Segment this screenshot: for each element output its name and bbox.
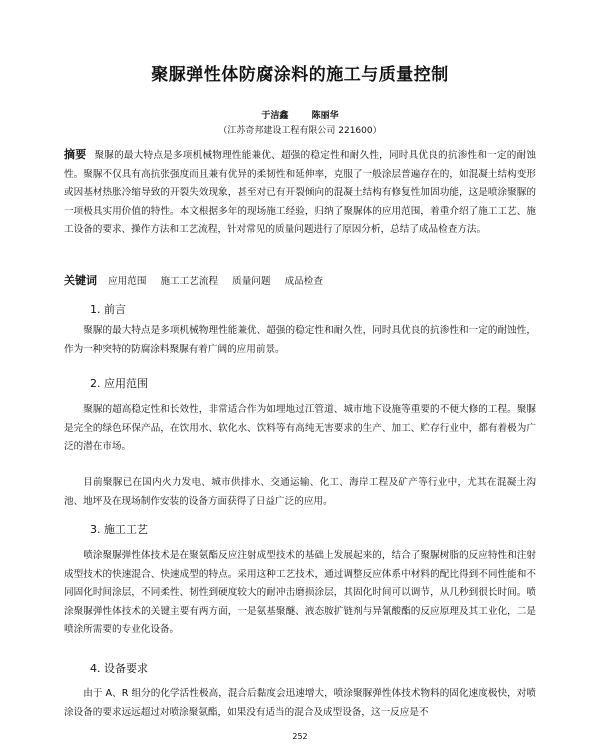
paper-title: 聚脲弹性体防腐涂料的施工与质量控制: [151, 65, 449, 85]
author-name: 于洁鑫: [261, 111, 289, 121]
abstract-label: 摘要: [64, 148, 87, 161]
keyword: 质量问题: [232, 276, 271, 287]
keyword: 应用范围: [108, 276, 147, 287]
author-name: 陈丽华: [311, 111, 339, 121]
section-heading: 3. 施工工艺: [90, 523, 148, 536]
page-number: 252: [292, 732, 308, 741]
keywords: [64, 272, 536, 291]
abstract: [64, 146, 536, 240]
abstract-text: 聚脲的最大特点是多项机械物理性能兼优、超强的稳定性和耐久性，同时具优良的抗渗性和一定的耐蚀性。聚脲不仅具有高抗张强度而且兼有优异的柔韧性和延伸率，克服了一般涂层普遍存在的，如混凝土结构变形或因基材热胀冷缩导致的开裂失效现象，甚至对已有开裂倾向的混凝土结构有修复性加固功能，这是喷涂聚脲的一项极具实用价值的特性。本文根据多年的现场施工经验，归纳了聚脲体的应用范围，着重介绍了施工工艺、施工设备的要求、操作方法和工艺流程，针对常见的质量问题进行了原因分析，总结了成品检查方法。: [64, 150, 537, 236]
keywords-label: 关键词: [64, 274, 97, 287]
section-paragraph: 聚脲的最大特点是多项机械物理性能兼优、超强的稳定性和耐久性，同时具优良的抗渗性和一定的耐蚀性，作为一种突特的防腐涂料聚脲有着广阔的应用前景。: [64, 325, 536, 355]
section-heading: 2. 应用范围: [90, 377, 148, 390]
section-paragraph: 由于 A、R 组分的化学活性极高，混合后黏度会迅速增大，喷涂聚脲弹性体技术物料的固化速度极快，对喷涂设备的要求远远超过对喷涂聚氨酯，如果没有适当的混合及成型设备，这一反应是不: [64, 688, 536, 718]
section-heading: 4. 设备要求: [90, 662, 148, 675]
keyword: 成品检查: [284, 276, 323, 287]
section-paragraph: 目前聚脲已在国内火力发电、城市供排水、交通运输、化工、海岸工程及矿产等行业中，尤其在混凝土沟池、地坪及在现场制作安装的设备方面获得了日益广泛的应用。: [64, 477, 536, 507]
section-paragraph: 喷涂聚脲弹性体技术是在聚氨酯反应注射成型技术的基础上发展起来的，结合了聚脲树脂的反应特性和注射成型技术的快速混合、快速成型的特点。采用这种工艺技术，通过调整反应体系中材料的配比得到不同性能和不同固化时间涂层，不同柔性、韧性到硬度较大的耐冲击磨损涂层，其固化时间可以调节，从几秒到很长时间。喷涂聚脲弹性体技术的关键主要有两方面，一是氨基聚醚、液态胺扩链剂与异氰酸酯的反应原理及其工业化，二是喷涂所需要的专业化设备。: [64, 550, 536, 636]
section-heading: 1. 前言: [90, 303, 126, 316]
section-paragraph: 聚脲的超高稳定性和长效性，非常适合作为如埋地过江管道、城市地下设施等重要的不便大修的工程。聚脲是完全的绿色环保产品，在饮用水、软化水、饮料等有高纯无害要求的生产、加工、贮存行业中，都有着极为广泛的潜在市场。: [64, 404, 536, 453]
author-line: [0, 108, 600, 121]
affiliation: （江苏奇邦建设工程有限公司 221600）: [218, 126, 382, 136]
keyword: 施工工艺流程: [160, 276, 219, 287]
